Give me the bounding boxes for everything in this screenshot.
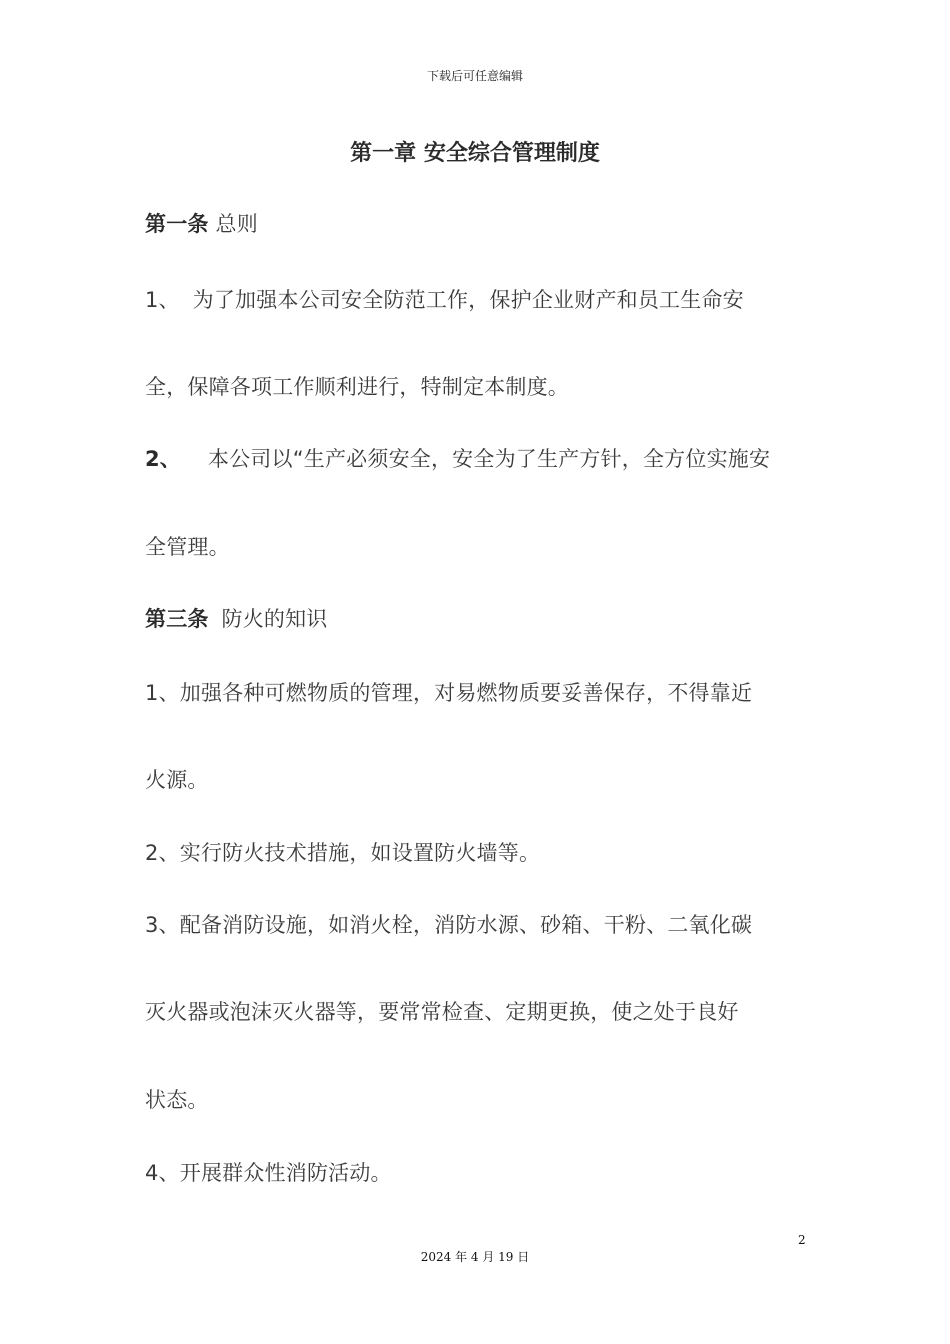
article-3-item-3-line-2: 灭火器或泡沫灭火器等，要常常检查、定期更换，使之处于良好 xyxy=(145,1000,739,1024)
article-1-item-1-text: 为了加强本公司安全防范工作，保护企业财产和员工生命安 xyxy=(192,288,744,312)
article-1-item-2-number: 2、 xyxy=(145,447,182,471)
article-1-item-1-line-1 xyxy=(145,284,744,314)
article-3-title: 防火的知识 xyxy=(221,607,328,631)
article-3-item-2-line-1: 2、实行防火技术措施，如设置防火墙等。 xyxy=(145,841,541,865)
footer-date: 2024 年 4 月 19 日 xyxy=(420,1250,530,1264)
article-1-item-1-line-2: 全，保障各项工作顺利进行，特制定本制度。 xyxy=(145,375,569,399)
article-1-item-2-text: 本公司以“生产必须安全，安全为了生产方针，全方位实施安 xyxy=(207,447,771,471)
page-number: 2 xyxy=(798,1233,806,1247)
header-note: 下载后可任意编辑 xyxy=(426,69,523,83)
article-3-item-1-line-2: 火源。 xyxy=(145,768,209,792)
article-1-heading xyxy=(145,208,258,238)
article-3-item-4-line-1: 4、开展群众性消防活动。 xyxy=(145,1161,392,1185)
article-1-title: 总则 xyxy=(215,212,258,236)
article-3-label: 第三条 xyxy=(145,607,209,631)
chapter-title: 第一章 安全综合管理制度 xyxy=(350,141,600,166)
article-3-item-1-line-1: 1、加强各种可燃物质的管理，对易燃物质要妥善保存，不得靠近 xyxy=(145,681,753,705)
article-3-heading xyxy=(145,603,328,633)
article-1-label: 第一条 xyxy=(145,212,209,236)
article-1-item-2-line-2: 全管理。 xyxy=(145,535,230,559)
article-3-item-3-line-3: 状态。 xyxy=(145,1088,209,1112)
article-1-item-1-number: 1、 xyxy=(145,288,180,312)
article-3-item-3-line-1: 3、配备消防设施，如消火栓，消防水源、砂箱、干粉、二氧化碳 xyxy=(145,913,753,937)
article-1-item-2-line-1 xyxy=(145,443,770,473)
